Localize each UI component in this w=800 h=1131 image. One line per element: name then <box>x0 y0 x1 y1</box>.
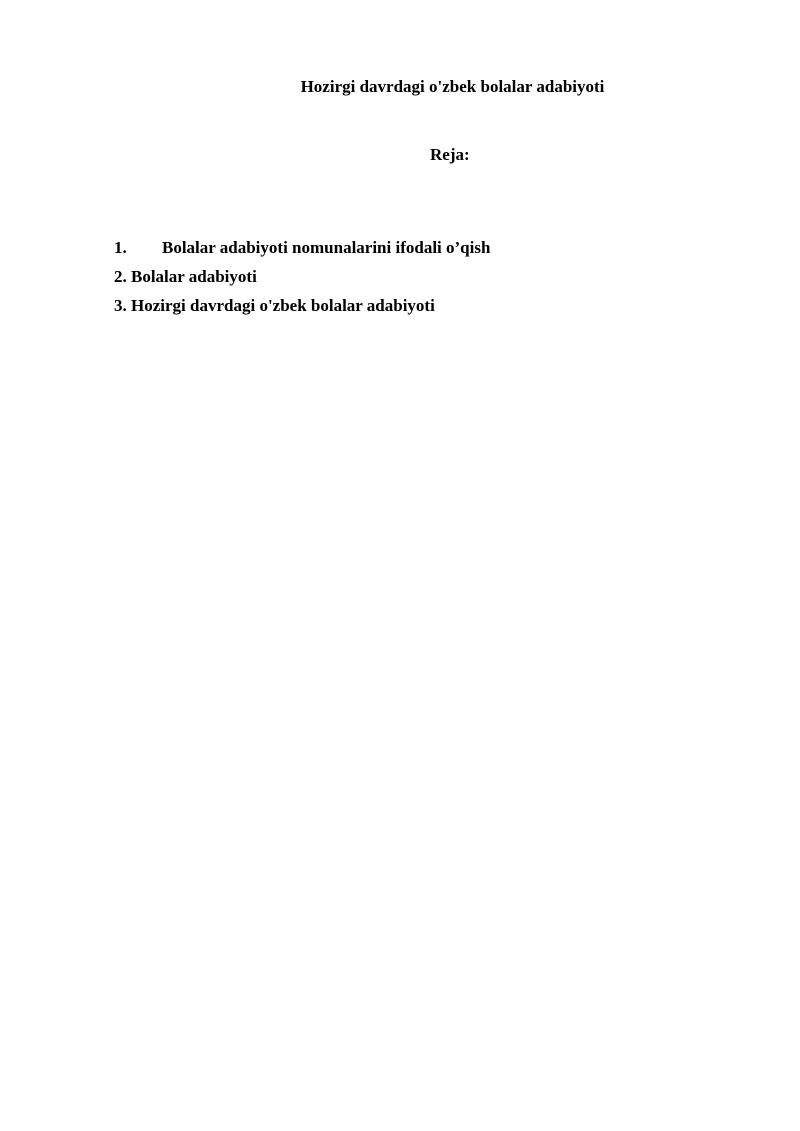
plan-item-3 <box>114 294 490 318</box>
plan-item-text: Bolalar adabiyoti <box>131 267 257 286</box>
plan-item-number: 1. <box>114 238 127 257</box>
plan-heading: Reja: <box>430 145 470 164</box>
plan-item-1 <box>114 236 490 260</box>
plan-item-2 <box>114 265 490 289</box>
document-title: Hozirgi davrdagi o'zbek bolalar adabiyoti <box>300 77 605 96</box>
plan-item-text: Hozirgi davrdagi o'zbek bolalar adabiyoti <box>131 296 435 315</box>
plan-item-number: 3. <box>114 296 127 315</box>
plan-item-number: 2. <box>114 267 127 286</box>
plan-item-text: Bolalar adabiyoti nomunalarini ifodali o’qish <box>162 238 491 257</box>
plan-list <box>114 236 490 323</box>
